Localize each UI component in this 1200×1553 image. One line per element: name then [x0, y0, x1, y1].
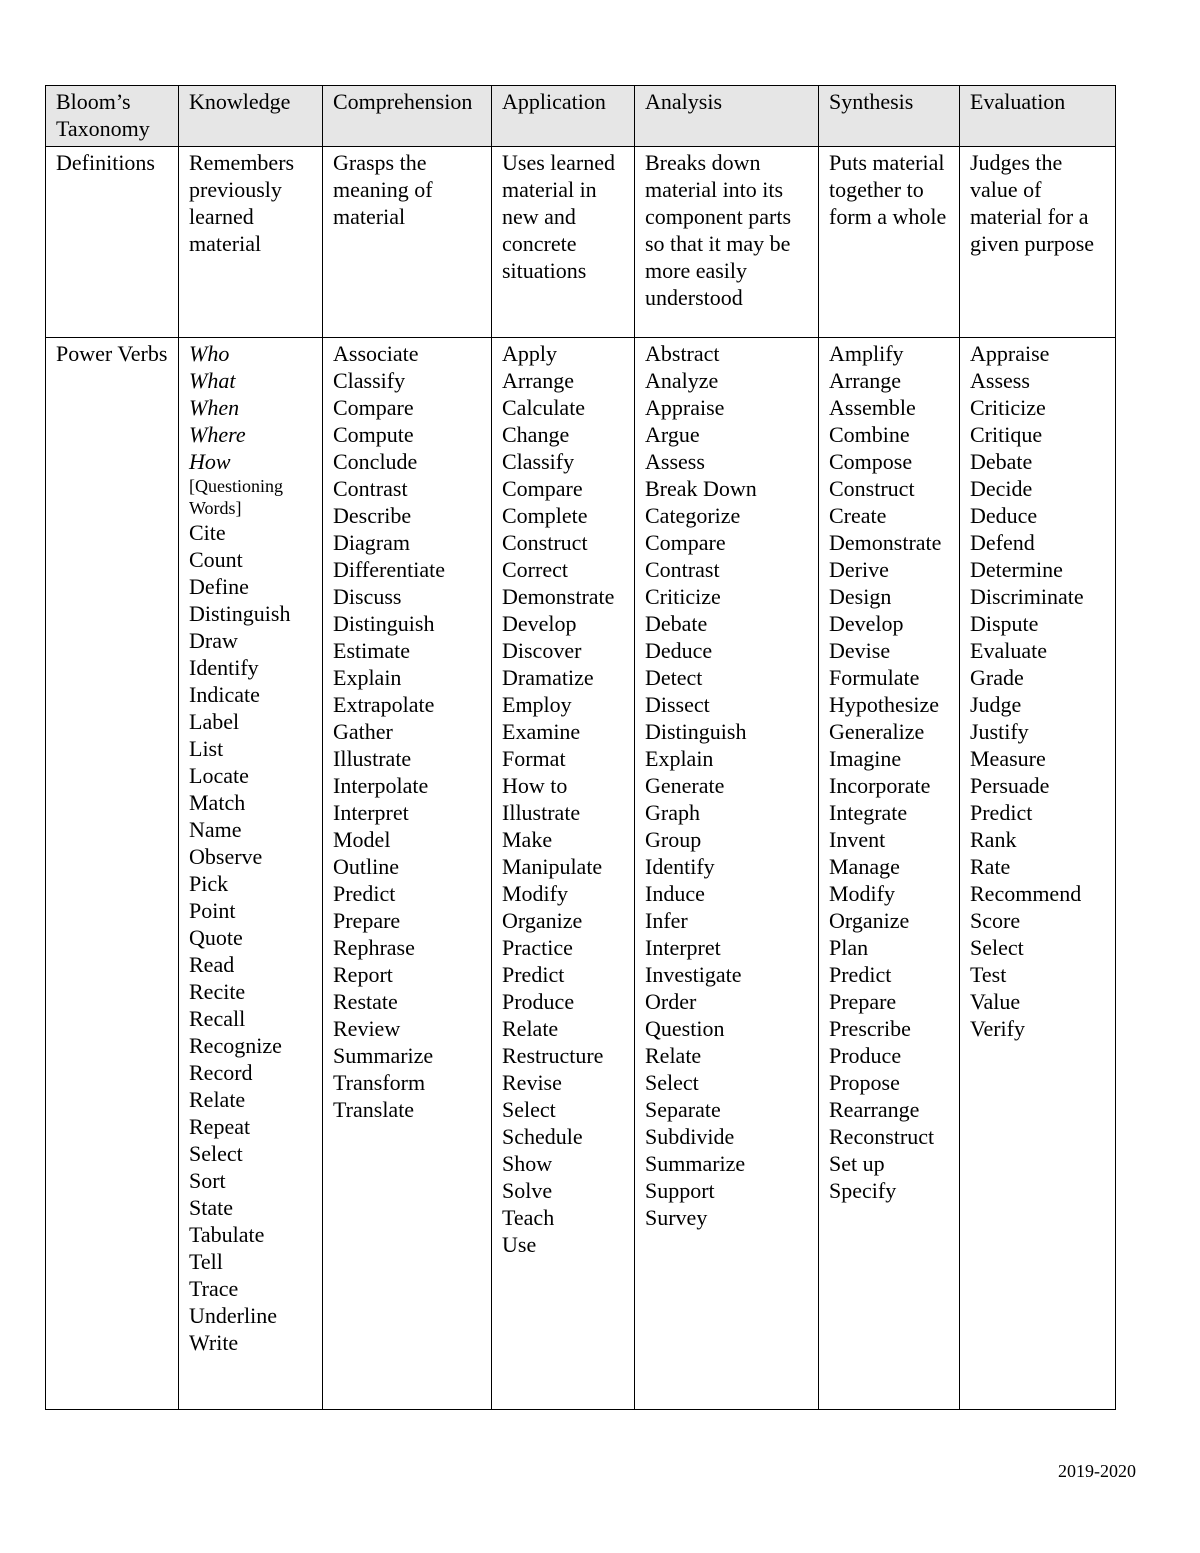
power-verb: Associate — [333, 341, 419, 366]
power-verb: What — [189, 368, 236, 393]
definitions-label: Definitions — [46, 147, 179, 338]
power-verb: Transform — [333, 1070, 426, 1095]
power-verb: Correct — [502, 557, 568, 582]
power-verb: Debate — [970, 449, 1033, 474]
header-cell-synthesis: Synthesis — [819, 86, 960, 147]
power-verb: Contrast — [333, 476, 408, 501]
verbs-synthesis — [819, 338, 960, 1410]
blooms-taxonomy-table — [45, 85, 1116, 1410]
power-verb: Change — [502, 422, 570, 447]
power-verb: List — [189, 736, 224, 761]
power-verb: When — [189, 395, 240, 420]
power-verb: Cite — [189, 520, 226, 545]
power-verb: Restructure — [502, 1043, 604, 1068]
power-verb: Produce — [502, 989, 575, 1014]
verbs-knowledge — [179, 338, 323, 1410]
power-verb: Select — [645, 1070, 699, 1095]
power-verb: Arrange — [502, 368, 575, 393]
power-verb: Restate — [333, 989, 398, 1014]
power-verb: Criticize — [970, 395, 1046, 420]
power-verb: Judge — [970, 692, 1022, 717]
power-verb: Deduce — [970, 503, 1038, 528]
power-verb: Point — [189, 898, 236, 923]
power-verb: State — [189, 1195, 233, 1220]
header-cell-knowledge: Knowledge — [179, 86, 323, 147]
power-verb: Develop — [829, 611, 904, 636]
header-row — [46, 86, 1116, 147]
power-verb: Amplify — [829, 341, 904, 366]
power-verb: Outline — [333, 854, 399, 879]
power-verb: Extrapolate — [333, 692, 435, 717]
power-verb: Apply — [502, 341, 557, 366]
power-verb: Discover — [502, 638, 582, 663]
power-verb: Compose — [829, 449, 913, 474]
power-verb: Propose — [829, 1070, 900, 1095]
power-verb: Break Down — [645, 476, 757, 501]
power-verb: Detect — [645, 665, 703, 690]
power-verb: Rearrange — [829, 1097, 920, 1122]
power-verb: Abstract — [645, 341, 720, 366]
power-verb: Appraise — [645, 395, 725, 420]
power-verb: Recite — [189, 979, 246, 1004]
power-verb: Rank — [970, 827, 1017, 852]
power-verb: Explain — [333, 665, 402, 690]
power-verb: Induce — [645, 881, 705, 906]
power-verb: Select — [970, 935, 1024, 960]
verbs-analysis — [635, 338, 819, 1410]
power-verb: Persuade — [970, 773, 1050, 798]
power-verb: Organize — [502, 908, 583, 933]
power-verb: Identify — [189, 655, 259, 680]
power-verb: Estimate — [333, 638, 410, 663]
power-verb: Derive — [829, 557, 889, 582]
power-verb: Hypothesize — [829, 692, 939, 717]
power-verb: Underline — [189, 1303, 277, 1328]
power-verb: Practice — [502, 935, 573, 960]
power-verb: Differentiate — [333, 557, 445, 582]
definition-synthesis: Puts material together to form a whole — [819, 147, 960, 338]
power-verb: Indicate — [189, 682, 260, 707]
power-verb: Develop — [502, 611, 577, 636]
power-verb: Separate — [645, 1097, 721, 1122]
power-verb: Criticize — [645, 584, 721, 609]
power-verb: Interpolate — [333, 773, 429, 798]
power-verb: Compare — [645, 530, 726, 555]
power-verb: Match — [189, 790, 246, 815]
power-verb: Subdivide — [645, 1124, 735, 1149]
power-verb: Select — [189, 1141, 243, 1166]
power-verb: Format — [502, 746, 566, 771]
power-verb: Predict — [333, 881, 396, 906]
power-verb: Sort — [189, 1168, 226, 1193]
power-verb: Distinguish — [189, 601, 291, 626]
power-verb: Translate — [333, 1097, 415, 1122]
power-verb: Test — [970, 962, 1007, 987]
power-verb: Modify — [502, 881, 568, 906]
power-verb: Argue — [645, 422, 700, 447]
power-verb: Solve — [502, 1178, 553, 1203]
power-verb: Gather — [333, 719, 393, 744]
power-verb: Summarize — [333, 1043, 434, 1068]
power-verb: Assemble — [829, 395, 916, 420]
power-verb: Support — [645, 1178, 715, 1203]
power-verb: Incorporate — [829, 773, 931, 798]
power-verb: How — [189, 449, 231, 474]
power-verb: Pick — [189, 871, 229, 896]
power-verb: Debate — [645, 611, 708, 636]
power-verb: Invent — [829, 827, 886, 852]
header-cell-evaluation: Evaluation — [960, 86, 1116, 147]
power-verb: Discriminate — [970, 584, 1084, 609]
power-verb: Rephrase — [333, 935, 415, 960]
power-verb: [Questioning Words] — [189, 476, 283, 518]
power-verb: Infer — [645, 908, 688, 933]
footer-year: 2019-2020 — [1058, 1461, 1136, 1481]
power-verb: Predict — [829, 962, 892, 987]
power-verb: Appraise — [970, 341, 1050, 366]
power-verb: Construct — [829, 476, 915, 501]
verbs-application — [492, 338, 635, 1410]
definition-analysis: Breaks down material into its component parts so that it may be more easily understood — [635, 147, 819, 338]
definition-knowledge: Remembers previously learned material — [179, 147, 323, 338]
power-verb: Specify — [829, 1178, 897, 1203]
power-verb: Identify — [645, 854, 715, 879]
power-verb: Demonstrate — [502, 584, 615, 609]
power-verb: Categorize — [645, 503, 741, 528]
power-verb: Relate — [189, 1087, 246, 1112]
power-verb: Calculate — [502, 395, 586, 420]
power-verb: Dissect — [645, 692, 710, 717]
power-verb: Manage — [829, 854, 900, 879]
power-verb: Define — [189, 574, 249, 599]
power-verb: Illustrate — [502, 800, 581, 825]
power-verb: Recognize — [189, 1033, 282, 1058]
power-verb: Interpret — [333, 800, 409, 825]
power-verb: Relate — [502, 1016, 559, 1041]
power-verb: Compare — [502, 476, 583, 501]
definitions-row — [46, 147, 1116, 338]
power-verb: Diagram — [333, 530, 410, 555]
power-verb: Assess — [645, 449, 705, 474]
power-verb: Trace — [189, 1276, 239, 1301]
power-verb: Predict — [502, 962, 565, 987]
power-verb: Value — [970, 989, 1021, 1014]
power-verb: Graph — [645, 800, 700, 825]
power-verb: Demonstrate — [829, 530, 942, 555]
power-verb: Recall — [189, 1006, 246, 1031]
power-verb: Distinguish — [333, 611, 435, 636]
header-cell-analysis: Analysis — [635, 86, 819, 147]
power-verb: Name — [189, 817, 242, 842]
power-verb: Predict — [970, 800, 1033, 825]
power-verb: Illustrate — [333, 746, 412, 771]
power-verb: Order — [645, 989, 697, 1014]
header-cell-blooms-taxonomy: Bloom’s Taxonomy — [46, 86, 179, 147]
power-verb: Reconstruct — [829, 1124, 935, 1149]
verbs-comprehension — [323, 338, 492, 1410]
power-verb: Produce — [829, 1043, 902, 1068]
power-verb: Tell — [189, 1249, 223, 1274]
power-verb: Integrate — [829, 800, 908, 825]
power-verb: Dramatize — [502, 665, 594, 690]
power-verb: Summarize — [645, 1151, 746, 1176]
power-verb: Dispute — [970, 611, 1039, 636]
power-verb: Question — [645, 1016, 725, 1041]
power-verb: Survey — [645, 1205, 708, 1230]
power-verb: Examine — [502, 719, 581, 744]
power-verb: Teach — [502, 1205, 555, 1230]
power-verb: Discuss — [333, 584, 402, 609]
power-verb: Rate — [970, 854, 1011, 879]
power-verb: Imagine — [829, 746, 902, 771]
power-verb: Plan — [829, 935, 869, 960]
power-verb: Combine — [829, 422, 910, 447]
power-verb: Justify — [970, 719, 1029, 744]
power-verb: Label — [189, 709, 240, 734]
power-verb: Where — [189, 422, 246, 447]
power-verb: Model — [333, 827, 391, 852]
power-verb: Modify — [829, 881, 895, 906]
power-verb: Generate — [645, 773, 725, 798]
power-verb: Locate — [189, 763, 249, 788]
definition-application: Uses learned material in new and concrete situations — [492, 147, 635, 338]
header-cell-application: Application — [492, 86, 635, 147]
power-verb: Use — [502, 1232, 537, 1257]
power-verb: Select — [502, 1097, 556, 1122]
verbs-evaluation — [960, 338, 1116, 1410]
power-verb: Tabulate — [189, 1222, 265, 1247]
power-verb: Repeat — [189, 1114, 251, 1139]
power-verb: Observe — [189, 844, 263, 869]
power-verb: Construct — [502, 530, 588, 555]
power-verb: Verify — [970, 1016, 1025, 1041]
power-verb: Create — [829, 503, 887, 528]
power-verb: Who — [189, 341, 230, 366]
power-verb: Report — [333, 962, 393, 987]
power-verb: Deduce — [645, 638, 713, 663]
power-verb: Compare — [333, 395, 414, 420]
power-verb: Investigate — [645, 962, 742, 987]
power-verb: Write — [189, 1330, 239, 1355]
power-verb: Evaluate — [970, 638, 1047, 663]
power-verb: Measure — [970, 746, 1046, 771]
power-verb: Distinguish — [645, 719, 747, 744]
power-verb: Assess — [970, 368, 1030, 393]
power-verb: Review — [333, 1016, 401, 1041]
power-verb: Make — [502, 827, 553, 852]
power-verb: Complete — [502, 503, 588, 528]
power-verb: Critique — [970, 422, 1043, 447]
power-verb: Decide — [970, 476, 1033, 501]
power-verb: Read — [189, 952, 235, 977]
power-verb: Interpret — [645, 935, 721, 960]
power-verb: Relate — [645, 1043, 702, 1068]
power-verb: Determine — [970, 557, 1063, 582]
power-verb: Organize — [829, 908, 910, 933]
power-verbs-label: Power Verbs — [46, 338, 179, 1410]
power-verb: Generalize — [829, 719, 925, 744]
power-verb: Grade — [970, 665, 1024, 690]
power-verb: Draw — [189, 628, 238, 653]
power-verb: Count — [189, 547, 243, 572]
power-verb: Quote — [189, 925, 243, 950]
power-verb: Employ — [502, 692, 572, 717]
power-verb: Manipulate — [502, 854, 603, 879]
power-verb: Classify — [502, 449, 575, 474]
power-verb: Arrange — [829, 368, 902, 393]
power-verb: Defend — [970, 530, 1035, 555]
power-verb: Score — [970, 908, 1021, 933]
power-verb: Group — [645, 827, 702, 852]
power-verb: Set up — [829, 1151, 885, 1176]
power-verb: Analyze — [645, 368, 719, 393]
power-verb: Recommend — [970, 881, 1082, 906]
power-verb: Formulate — [829, 665, 920, 690]
power-verb: Revise — [502, 1070, 562, 1095]
power-verb: Schedule — [502, 1124, 583, 1149]
power-verb: Devise — [829, 638, 891, 663]
power-verb: Explain — [645, 746, 714, 771]
power-verb: Show — [502, 1151, 553, 1176]
power-verb: How to — [502, 773, 568, 798]
power-verb: Record — [189, 1060, 253, 1085]
power-verb: Prepare — [333, 908, 401, 933]
power-verb: Design — [829, 584, 892, 609]
definition-comprehension: Grasps the meaning of material — [323, 147, 492, 338]
power-verb: Prepare — [829, 989, 897, 1014]
power-verb: Classify — [333, 368, 406, 393]
power-verb: Conclude — [333, 449, 418, 474]
power-verb: Prescribe — [829, 1016, 911, 1041]
power-verb: Describe — [333, 503, 412, 528]
power-verb: Compute — [333, 422, 414, 447]
definition-evaluation: Judges the value of material for a given purpose — [960, 147, 1116, 338]
power-verbs-row — [46, 338, 1116, 1410]
header-cell-comprehension: Comprehension — [323, 86, 492, 147]
power-verb: Contrast — [645, 557, 720, 582]
